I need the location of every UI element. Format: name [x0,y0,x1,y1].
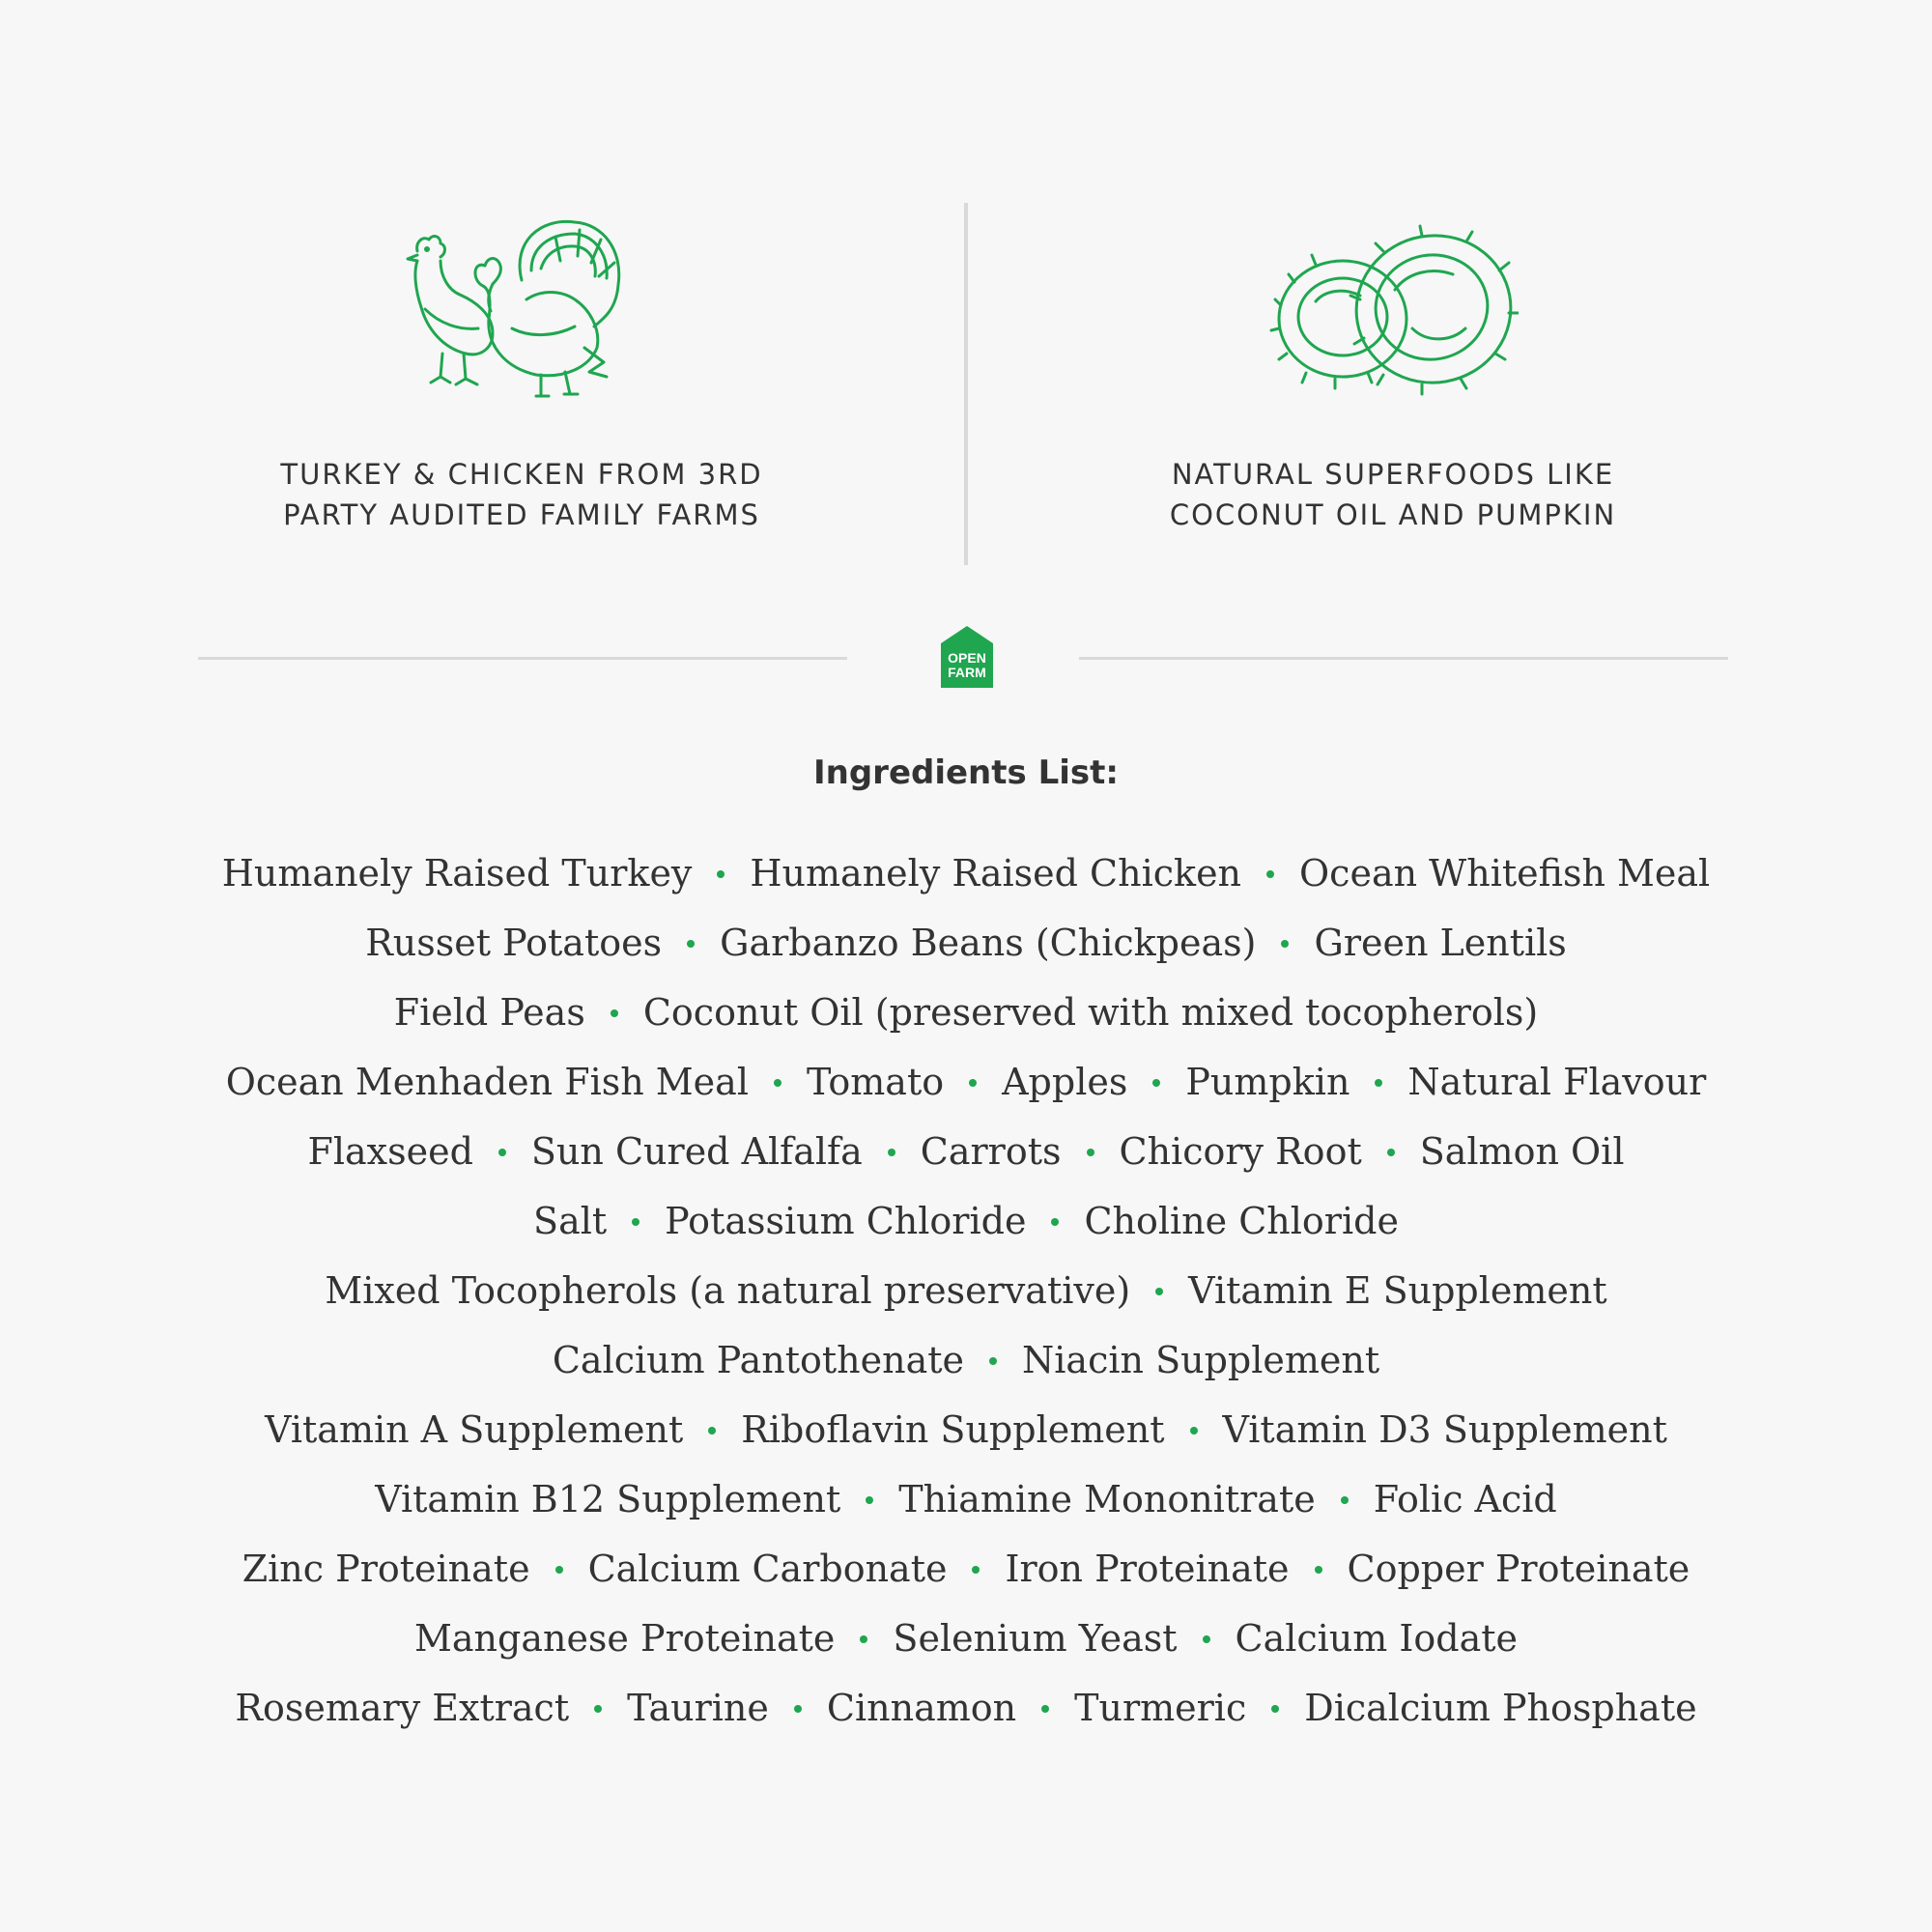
ingredient-item: Apples [1002,1061,1128,1103]
ingredient-row [116,1186,1816,1256]
bullet-dot-icon [969,1079,977,1087]
ingredient-item: Folic Acid [1373,1478,1557,1520]
bullet-dot-icon [860,1635,867,1643]
bullet-dot-icon [717,870,724,878]
ingredient-item: Humanely Raised Turkey [221,852,693,895]
feature-caption [1055,454,1731,535]
bullet-dot-icon [1203,1635,1210,1643]
ingredient-item: Potassium Chloride [665,1200,1027,1242]
bullet-dot-icon [687,940,695,948]
bullet-dot-icon [972,1566,980,1574]
bullet-dot-icon [1266,870,1274,878]
bullet-dot-icon [611,1009,618,1017]
caption-line: NATURAL SUPERFOODS LIKE [1171,458,1615,491]
logo-text-line1: OPEN [948,650,986,666]
ingredient-item: Ocean Whitefish Meal [1299,852,1711,895]
ingredient-item: Thiamine Mononitrate [898,1478,1316,1520]
caption-line: TURKEY & CHICKEN FROM 3RD [280,458,763,491]
ingredient-item: Mixed Tocopherols (a natural preservative) [325,1269,1131,1312]
ingredient-item: Field Peas [393,991,585,1034]
bullet-dot-icon [1051,1218,1059,1226]
horizontal-divider-left [198,657,847,660]
ingredient-row [116,838,1816,908]
ingredient-item: Vitamin A Supplement [265,1408,684,1451]
ingredient-item: Ocean Menhaden Fish Meal [225,1061,749,1103]
bullet-dot-icon [1315,1566,1322,1574]
bullet-dot-icon [1041,1705,1049,1713]
ingredient-row [116,1673,1816,1743]
bullet-dot-icon [1387,1149,1395,1156]
ingredient-item: Chicory Root [1119,1130,1362,1173]
ingredient-row [116,1464,1816,1534]
ingredient-row [116,978,1816,1047]
ingredient-item: Vitamin D3 Supplement [1222,1408,1667,1451]
ingredient-item: Green Lentils [1314,922,1567,964]
ingredient-row [116,1534,1816,1604]
ingredient-item: Taurine [627,1687,769,1729]
bullet-dot-icon [1281,940,1289,948]
bullet-dot-icon [774,1079,781,1087]
feature-coconut [1055,213,1731,535]
ingredient-item: Zinc Proteinate [242,1548,530,1590]
bullet-dot-icon [498,1149,506,1156]
horizontal-divider-right [1079,657,1728,660]
bullet-dot-icon [594,1705,602,1713]
ingredient-item: Natural Flavour [1407,1061,1707,1103]
open-farm-logo [937,624,997,688]
ingredient-item: Copper Proteinate [1347,1548,1690,1590]
ingredient-item: Calcium Carbonate [587,1548,948,1590]
ingredient-item: Calcium Pantothenate [552,1339,965,1381]
coconut-icon [1267,213,1519,406]
caption-line: PARTY AUDITED FAMILY FARMS [283,498,760,531]
feature-turkey-chicken [184,213,860,535]
caption-line: COCONUT OIL AND PUMPKIN [1169,498,1617,531]
ingredient-row [116,1047,1816,1117]
bullet-dot-icon [1375,1079,1382,1087]
ingredient-item: Tomato [806,1061,945,1103]
vertical-divider [964,203,968,565]
ingredient-item: Vitamin E Supplement [1188,1269,1607,1312]
logo-text-line2: FARM [948,665,986,680]
ingredient-item: Humanely Raised Chicken [750,852,1242,895]
ingredient-item: Sun Cured Alfalfa [530,1130,863,1173]
ingredient-item: Russet Potatoes [365,922,663,964]
ingredient-item: Rosemary Extract [235,1687,570,1729]
ingredient-row [116,1256,1816,1325]
ingredient-item: Cinnamon [826,1687,1017,1729]
bullet-dot-icon [1190,1427,1198,1435]
bullet-dot-icon [794,1705,802,1713]
ingredient-item: Dicalcium Phosphate [1304,1687,1697,1729]
bullet-dot-icon [1155,1288,1163,1295]
ingredient-item: Choline Chloride [1084,1200,1399,1242]
ingredient-row [116,1604,1816,1673]
ingredient-item: Niacin Supplement [1022,1339,1380,1381]
ingredient-item: Flaxseed [307,1130,473,1173]
ingredient-row [116,1325,1816,1395]
ingredients-title: Ingredients List: [812,753,1119,792]
bullet-dot-icon [1087,1149,1094,1156]
bullet-dot-icon [989,1357,997,1365]
ingredient-item: Turmeric [1074,1687,1247,1729]
turkey-chicken-icon [396,213,647,406]
ingredient-item: Riboflavin Supplement [741,1408,1165,1451]
ingredient-item: Vitamin B12 Supplement [375,1478,841,1520]
ingredient-item: Carrots [920,1130,1062,1173]
bullet-dot-icon [1341,1496,1349,1504]
ingredient-item: Coconut Oil (preserved with mixed tocopherols) [642,991,1539,1034]
bullet-dot-icon [632,1218,639,1226]
bullet-dot-icon [1152,1079,1160,1087]
bullet-dot-icon [1271,1705,1279,1713]
bullet-dot-icon [866,1496,873,1504]
ingredient-row [116,1395,1816,1464]
ingredient-item: Calcium Iodate [1235,1617,1519,1660]
ingredient-item: Pumpkin [1185,1061,1350,1103]
ingredient-item: Salt [533,1200,608,1242]
ingredients-list [116,838,1816,1743]
ingredient-item: Iron Proteinate [1005,1548,1290,1590]
ingredient-item: Manganese Proteinate [413,1617,836,1660]
ingredient-row [116,1117,1816,1186]
bullet-dot-icon [555,1566,563,1574]
ingredient-item: Salmon Oil [1419,1130,1625,1173]
ingredient-item: Garbanzo Beans (Chickpeas) [720,922,1257,964]
ingredient-item: Selenium Yeast [893,1617,1178,1660]
bullet-dot-icon [708,1427,716,1435]
feature-caption [184,454,860,535]
bullet-dot-icon [888,1149,895,1156]
ingredient-row [116,908,1816,978]
